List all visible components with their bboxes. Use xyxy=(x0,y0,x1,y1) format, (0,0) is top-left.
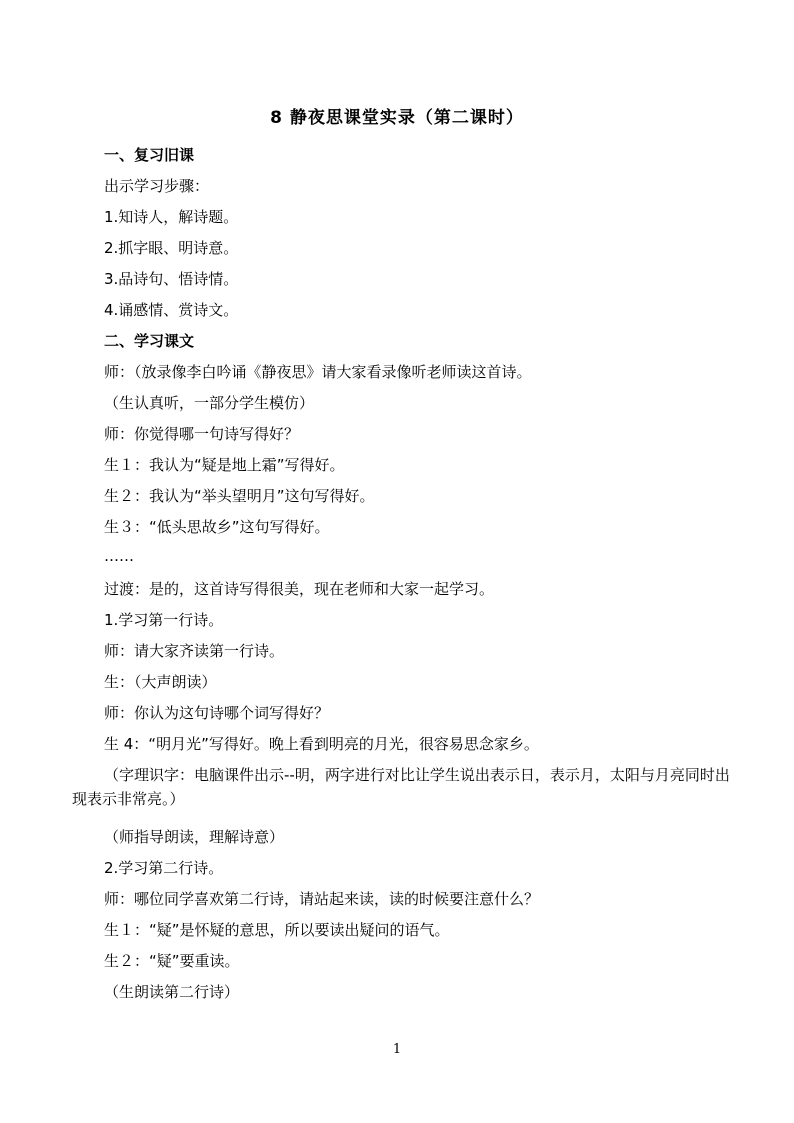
text-line: 生２：我认为“举头望明月”这句写得好。 xyxy=(104,487,375,505)
text-line: 生２：“疑”要重读。 xyxy=(104,952,240,970)
text-line: （生朗读第二行诗） xyxy=(104,983,240,1001)
text-line: 2.抓字眼、明诗意。 xyxy=(104,239,239,257)
text-line: 师：你觉得哪一句诗写得好？ xyxy=(104,425,300,443)
text-line: 生１：我认为“疑是地上霜”写得好。 xyxy=(104,456,345,474)
section-heading-study: 二、学习课文 xyxy=(104,332,195,350)
text-line: 师：哪位同学喜欢第二行诗，请站起来读，读的时候要注意什么？ xyxy=(104,890,540,908)
text-line: 出示学习步骤： xyxy=(104,177,210,195)
text-line: 3.品诗句、悟诗情。 xyxy=(104,270,239,288)
text-line: 生：（大声朗读） xyxy=(104,673,217,691)
text-line: 2.学习第二行诗。 xyxy=(104,859,224,877)
text-line: 4.诵感情、赏诗文。 xyxy=(104,301,239,319)
text-line: 师：（放录像李白吟诵《静夜思》请大家看录像听老师读这首诗。 xyxy=(104,363,532,381)
text-line: 1.学习第一行诗。 xyxy=(104,611,224,629)
document-title: 8 静夜思课堂实录（第二课时） xyxy=(270,108,524,128)
text-line: 师：你认为这句诗哪个词写得好？ xyxy=(104,704,330,722)
section-heading-review: 一、复习旧课 xyxy=(104,146,195,164)
text-line: （师指导朗读，理解诗意） xyxy=(104,828,285,846)
text-line: 1.知诗人，解诗题。 xyxy=(104,208,239,226)
page-number: 1 xyxy=(392,1042,402,1057)
ellipsis-line: …… xyxy=(104,547,134,565)
text-line: （生认真听，一部分学生模仿） xyxy=(104,394,315,412)
text-line: 过渡：是的，这首诗写得很美，现在老师和大家一起学习。 xyxy=(104,580,495,598)
text-line: 生３：“低头思故乡”这句写得好。 xyxy=(104,518,330,536)
text-line: 师：请大家齐读第一行诗。 xyxy=(104,642,285,660)
text-line: 生 4：“明月光”写得好。晚上看到明亮的月光，很容易思念家乡。 xyxy=(104,735,539,753)
text-line: 生１：“疑”是怀疑的意思，所以要读出疑问的语气。 xyxy=(104,921,450,939)
text-paragraph: （字理识字：电脑课件出示--明，两字进行对比让学生说出表示日，表示月，太阳与月亮同时出现表示非常亮。） xyxy=(72,766,730,808)
